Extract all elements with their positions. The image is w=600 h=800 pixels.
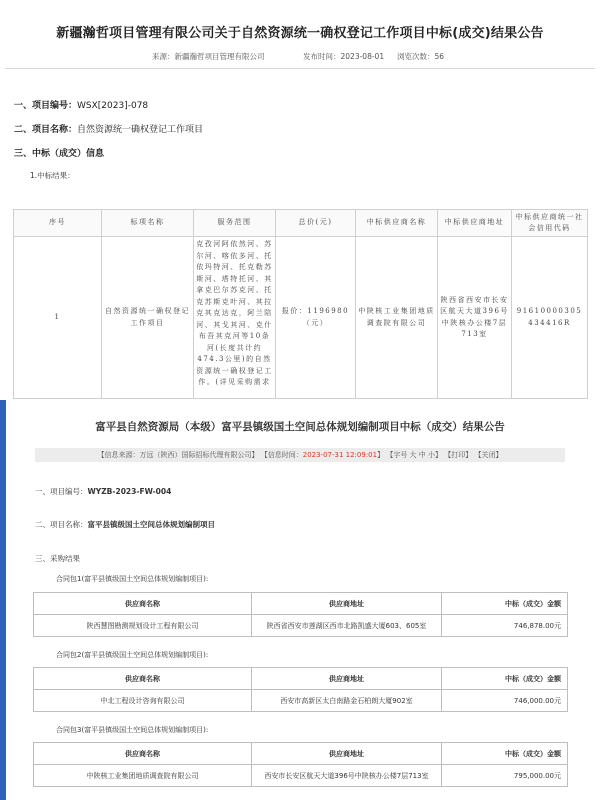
package-3-label: 合同包3(富平县镇级国土空间总体规划编制项目): (56, 726, 209, 734)
package-2-label: 合同包2(富平县镇级国土空间总体规划编制项目): (56, 651, 209, 659)
header-supplier: 供应商名称 (34, 593, 252, 615)
package-2-table (33, 667, 568, 712)
cell-address: 陕西省西安市莲湖区西市北路凯盛大厦603、605室 (252, 615, 442, 637)
info-bar (35, 448, 565, 462)
header-scope: 服务范围 (194, 210, 276, 237)
top-divider (5, 68, 595, 69)
top-project-no-row (14, 98, 148, 111)
header-amount: 中标（成交）金额 (442, 743, 568, 765)
cell-amount: 795,000.00元 (442, 765, 568, 787)
cell-address: 西安市高新区太白南路金石柏朗大厦902室 (252, 690, 442, 712)
header-total: 总价(元) (276, 210, 356, 237)
package-1-label: 合同包1(富平县镇级国土空间总体规划编制项目): (56, 575, 209, 583)
cell-supplier: 中北工程设计咨询有限公司 (34, 690, 252, 712)
header-address: 供应商地址 (252, 593, 442, 615)
top-project-no-label: 一、项目编号： (14, 101, 78, 111)
top-publish-time: 发布时间：2023-08-01 (303, 52, 385, 61)
bottom-notice-title: 富平县自然资源局（本级）富平县镇级国土空间总体规划编制项目中标（成交）结果公告 (95, 421, 505, 433)
bottom-project-name-label: 二、项目名称： (35, 520, 88, 529)
header-amount: 中标（成交）金额 (442, 668, 568, 690)
cell-item: 自然资源统一确权登记工作项目 (102, 237, 194, 399)
top-project-name-row (14, 122, 203, 135)
table-row (34, 765, 568, 787)
bottom-section-heading: 三、采购结果 (35, 554, 80, 563)
header-credit: 中标供应商统一社会信用代码 (512, 210, 588, 237)
font-size-switch[interactable]: 【字号 大 中 小】 (386, 451, 443, 459)
cell-no: 1 (14, 237, 102, 399)
close-link[interactable]: 【关闭】 (474, 451, 503, 459)
print-link[interactable]: 【打印】 (444, 451, 473, 459)
cell-amount: 746,000.00元 (442, 690, 568, 712)
table-header-row (34, 743, 568, 765)
info-time: 2023-07-31 12:09:01 (302, 451, 378, 459)
cell-scope: 克孜河阿依然河、苏尔河、喀依多河、托依玛特河、托克勒苏斯河、塔特托河、其拿克巴尔苏克河、托克苏斯克叶河、其拉克其克达克，阿兰陪河、其戈其河、克什布吾其克河等10条河(长度共计约474.3公里)的自然资源统一确权登记工作。(详见采购需求 (194, 237, 276, 399)
bottom-project-no-row (35, 486, 171, 497)
left-accent-strip (0, 400, 6, 800)
bottom-project-name-row (35, 519, 215, 530)
table-header-row (34, 668, 568, 690)
top-section-heading: 三、中标（成交）信息 (14, 149, 105, 159)
top-result-table (13, 209, 588, 399)
top-view-count: 浏览次数：56 (397, 52, 445, 61)
top-notice-title: 新疆瀚哲项目管理有限公司关于自然资源统一确权登记工作项目中标(成交)结果公告 (56, 26, 544, 41)
cell-total: 报价：1196980（元） (276, 237, 356, 399)
header-no: 序号 (14, 210, 102, 237)
header-item: 标项名称 (102, 210, 194, 237)
info-source: 【信息来源：万远（陕西）国际招标代理有限公司】 (97, 451, 259, 459)
package-3-table (33, 742, 568, 787)
table-header-row (34, 593, 568, 615)
info-time-prefix: 【信息时间： (260, 451, 303, 459)
bottom-project-no-label: 一、项目编号： (35, 487, 88, 496)
top-project-name: 自然资源统一确权登记工作项目 (77, 125, 204, 135)
table-header-row (14, 210, 588, 237)
top-project-no: WSX[2023]-078 (77, 101, 149, 111)
header-address: 中标供应商地址 (438, 210, 512, 237)
table-row (34, 615, 568, 637)
cell-amount: 746,878.00元 (442, 615, 568, 637)
header-address: 供应商地址 (252, 668, 442, 690)
header-supplier: 供应商名称 (34, 743, 252, 765)
cell-credit: 91610000305434416R (512, 237, 588, 399)
cell-supplier: 陕西慧图勘测规划设计工程有限公司 (34, 615, 252, 637)
package-1-table (33, 592, 568, 637)
top-project-name-label: 二、项目名称： (14, 125, 78, 135)
cell-supplier: 中陕核工业集团地质调查院有限公司 (356, 237, 438, 399)
top-source: 来源：新疆瀚哲项目管理有限公司 (152, 52, 265, 61)
table-row (34, 690, 568, 712)
info-time-suffix: 】 (377, 451, 385, 459)
header-supplier: 供应商名称 (34, 668, 252, 690)
cell-address: 西安市长安区航天大道396号中陕核办公楼7层713室 (252, 765, 442, 787)
bottom-notice (0, 400, 600, 800)
header-amount: 中标（成交）金额 (442, 593, 568, 615)
header-supplier: 中标供应商名称 (356, 210, 438, 237)
header-address: 供应商地址 (252, 743, 442, 765)
top-result-subheading: 1.中标结果： (30, 171, 75, 180)
table-row (14, 237, 588, 399)
bottom-project-no: WYZB-2023-FW-004 (87, 487, 172, 496)
bottom-project-name: 富平县镇级国土空间总体规划编制项目 (87, 520, 215, 529)
cell-address: 陕西省西安市长安区航天大道396号中陕核办公楼7层713室 (438, 237, 512, 399)
cell-supplier: 中陕核工业集团地质调查院有限公司 (34, 765, 252, 787)
top-notice-meta (0, 51, 600, 65)
